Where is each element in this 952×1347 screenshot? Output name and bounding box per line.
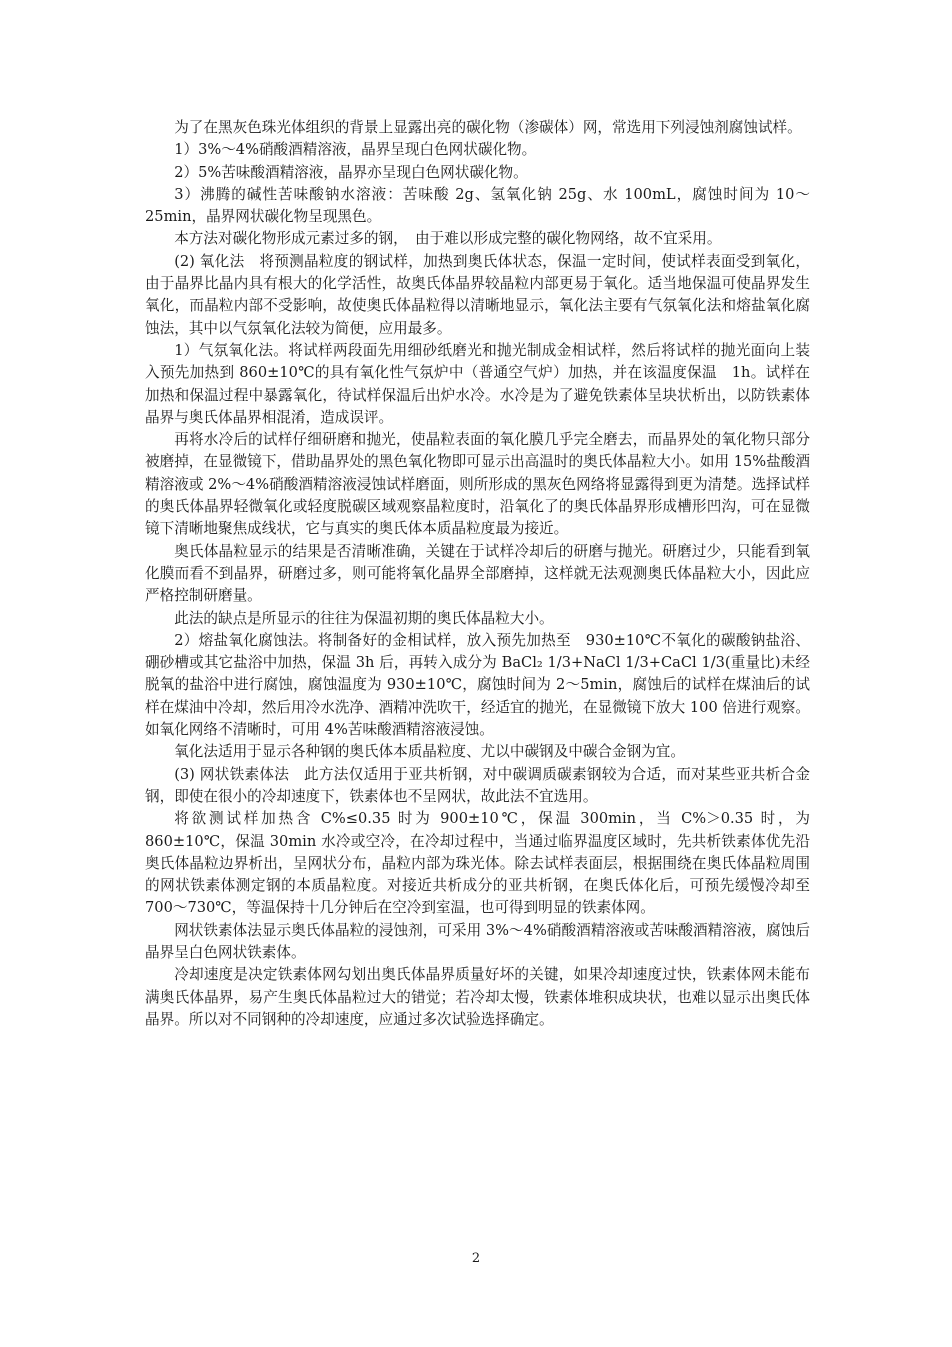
paragraph-oxidation-method: (2) 氧化法 将预测晶粒度的钢试样，加热到奥氏体状态，保温一定时间，使试样表面受到氧化，由于晶界比晶内具有根大的化学活性，故奥氏体晶界较晶粒内部更易于氧化。适当地保温可使晶界发生氧化，而晶粒内部不受影响，故使奥氏体晶粒得以清晰地显示，氧化法主要有气氛氧化法和熔盐氧化腐蚀法，其中以气氛氧化法较为简便，应用最多。 [145,252,810,337]
document-body [145,117,825,1031]
paragraph-ferrite-procedure: 将欲测试样加热含 C%≤0.35 时为 900±10℃，保温 300min，当 C%＞0.35 时，为 860±10℃，保温 30min 水冷或空冷，在冷却过程中，当通过临界温度区域时，先共析铁素体优先沿奥氏体晶粒边界析出，呈网状分布，晶粒内部为珠光体。除去试样表面层，根据围绕在奥氏体晶粒周围的网状铁素体测定钢的本质晶粒度。对接近共析成分的亚共析钢，在奥氏体化后，可预先缓慢冷却至 700～730℃，等温保持十几分钟后在空冷到室温，也可得到明显的铁素体网。 [145,810,825,917]
paragraph-display-key: 奥氏体晶粒显示的结果是否清晰准确，关键在于试样冷却后的研磨与抛光。研磨过少，只能看到氧化膜而看不到晶界，研磨过多，则可能将氧化晶界全部磨掉，这样就无法观测奥氏体晶粒大小，因此应严格控制研磨量。 [145,542,810,605]
paragraph-grinding-polishing: 再将水冷后的试样仔细研磨和抛光，使晶粒表面的氧化膜几乎完全磨去，而晶界处的氧化物只部分被磨掉，在显微镜下，借助晶界处的黑色氧化物即可显示出高温时的奥氏体晶粒大小。如用 15%盐酸酒精溶液或 2%～4%硝酸酒精溶液浸蚀试样磨面，则所形成的黑灰色网络将显露得到更为清楚。选择试样的奥氏体晶界轻微氧化或轻度脱碳区域观察晶粒度时，沿氧化了的奥氏体晶界形成槽形凹沟，可在显微镜下清晰地聚焦成线状，它与真实的奥氏体本质晶粒度最为接近。 [145,431,810,538]
paragraph-etchant-3: 3）沸腾的碱性苦味酸钠水溶液：苦味酸 2g、氢氧化钠 25g、水 100mL，腐蚀时间为 10～25min，晶界网状碳化物呈现黑色。 [145,185,810,226]
paragraph-intro-etchant: 为了在黑灰色珠光体组织的背景上显露出亮的碳化物（渗碳体）网，常选用下列浸蚀剂腐蚀试样。 [174,119,802,136]
paragraph-ferrite-etchant: 网状铁素体法显示奥氏体晶粒的浸蚀剂，可采用 3%～4%硝酸酒精溶液或苦味酸酒精溶液，腐蚀后晶界呈白色网状铁素体。 [145,921,810,961]
paragraph-cooling-rate: 冷却速度是决定铁素体网勾划出奥氏体晶界质量好坏的关键，如果冷却速度过快，铁素体网未能布满奥氏体晶界，易产生奥氏体晶粒过大的错觉；若冷却太慢，铁素体堆积成块状，也难以显示出奥氏体晶界。所以对不同钢种的冷却速度，应通过多次试验选择确定。 [145,966,810,1028]
paragraph-molten-salt: 2）熔盐氧化腐蚀法。将制备好的金相试样，放入预先加热至 930±10℃不氧化的碳酸钠盐浴、硼砂槽或其它盐浴中加热，保温 3h 后，再转入成分为 BaCl₂ 1/3+NaCl 1/3+CaCl 1/3(重量比)未经脱氧的盐浴中进行腐蚀，腐蚀温度为 930±10℃，腐蚀时间为 2～5min，腐蚀后的试样在煤油后的试样在煤油中冷却，然后用冷水洗净、酒精冲洗吹干，经适宜的抛光，在显微镜下放大 100 倍进行观察。如氧化网络不清晰时，可用 4%苦味酸酒精溶液浸蚀。 [145,631,810,739]
page-number: 2 [471,1251,481,1266]
paragraph-etchant-1: 1）3%～4%硝酸酒精溶液，晶界呈现白色网状碳化物。 [174,141,537,159]
paragraph-drawback: 此法的缺点是所显示的往往为保温初期的奥氏体晶粒大小。 [174,609,554,627]
paragraph-atmosphere-oxidation: 1）气氛氧化法。将试样两段面先用细砂纸磨光和抛光制成金相试样，然后将试样的抛光面向上装入预先加热到 860±10℃的具有氧化性气氛炉中（普通空气炉）加热，并在该温度保温 1h。试样在加热和保温过程中暴露氧化，待试样保温后出炉水冷。水冷是为了避免铁素体呈块状析出，以防铁素体晶界与奥氏体晶界相混淆，造成误评。 [145,341,810,426]
paragraph-method-limit: 本方法对碳化物形成元素过多的钢， 由于难以形成完整的碳化物网络，故不宜采用。 [174,230,722,248]
paragraph-etchant-2: 2）5%苦味酸酒精溶液，晶界亦呈现白色网状碳化物。 [174,163,528,181]
paragraph-ferrite-network: (3) 网状铁素体法 此方法仅适用于亚共析钢，对中碳调质碳素钢较为合适，而对某些亚共析合金钢，即使在很小的冷却速度下，铁素体也不呈网状，故此法不宜选用。 [145,765,810,805]
paragraph-oxidation-scope: 氧化法适用于显示各种钢的奥氏体本质晶粒度、尤以中碳钢及中碳合金钢为宜。 [174,743,685,761]
